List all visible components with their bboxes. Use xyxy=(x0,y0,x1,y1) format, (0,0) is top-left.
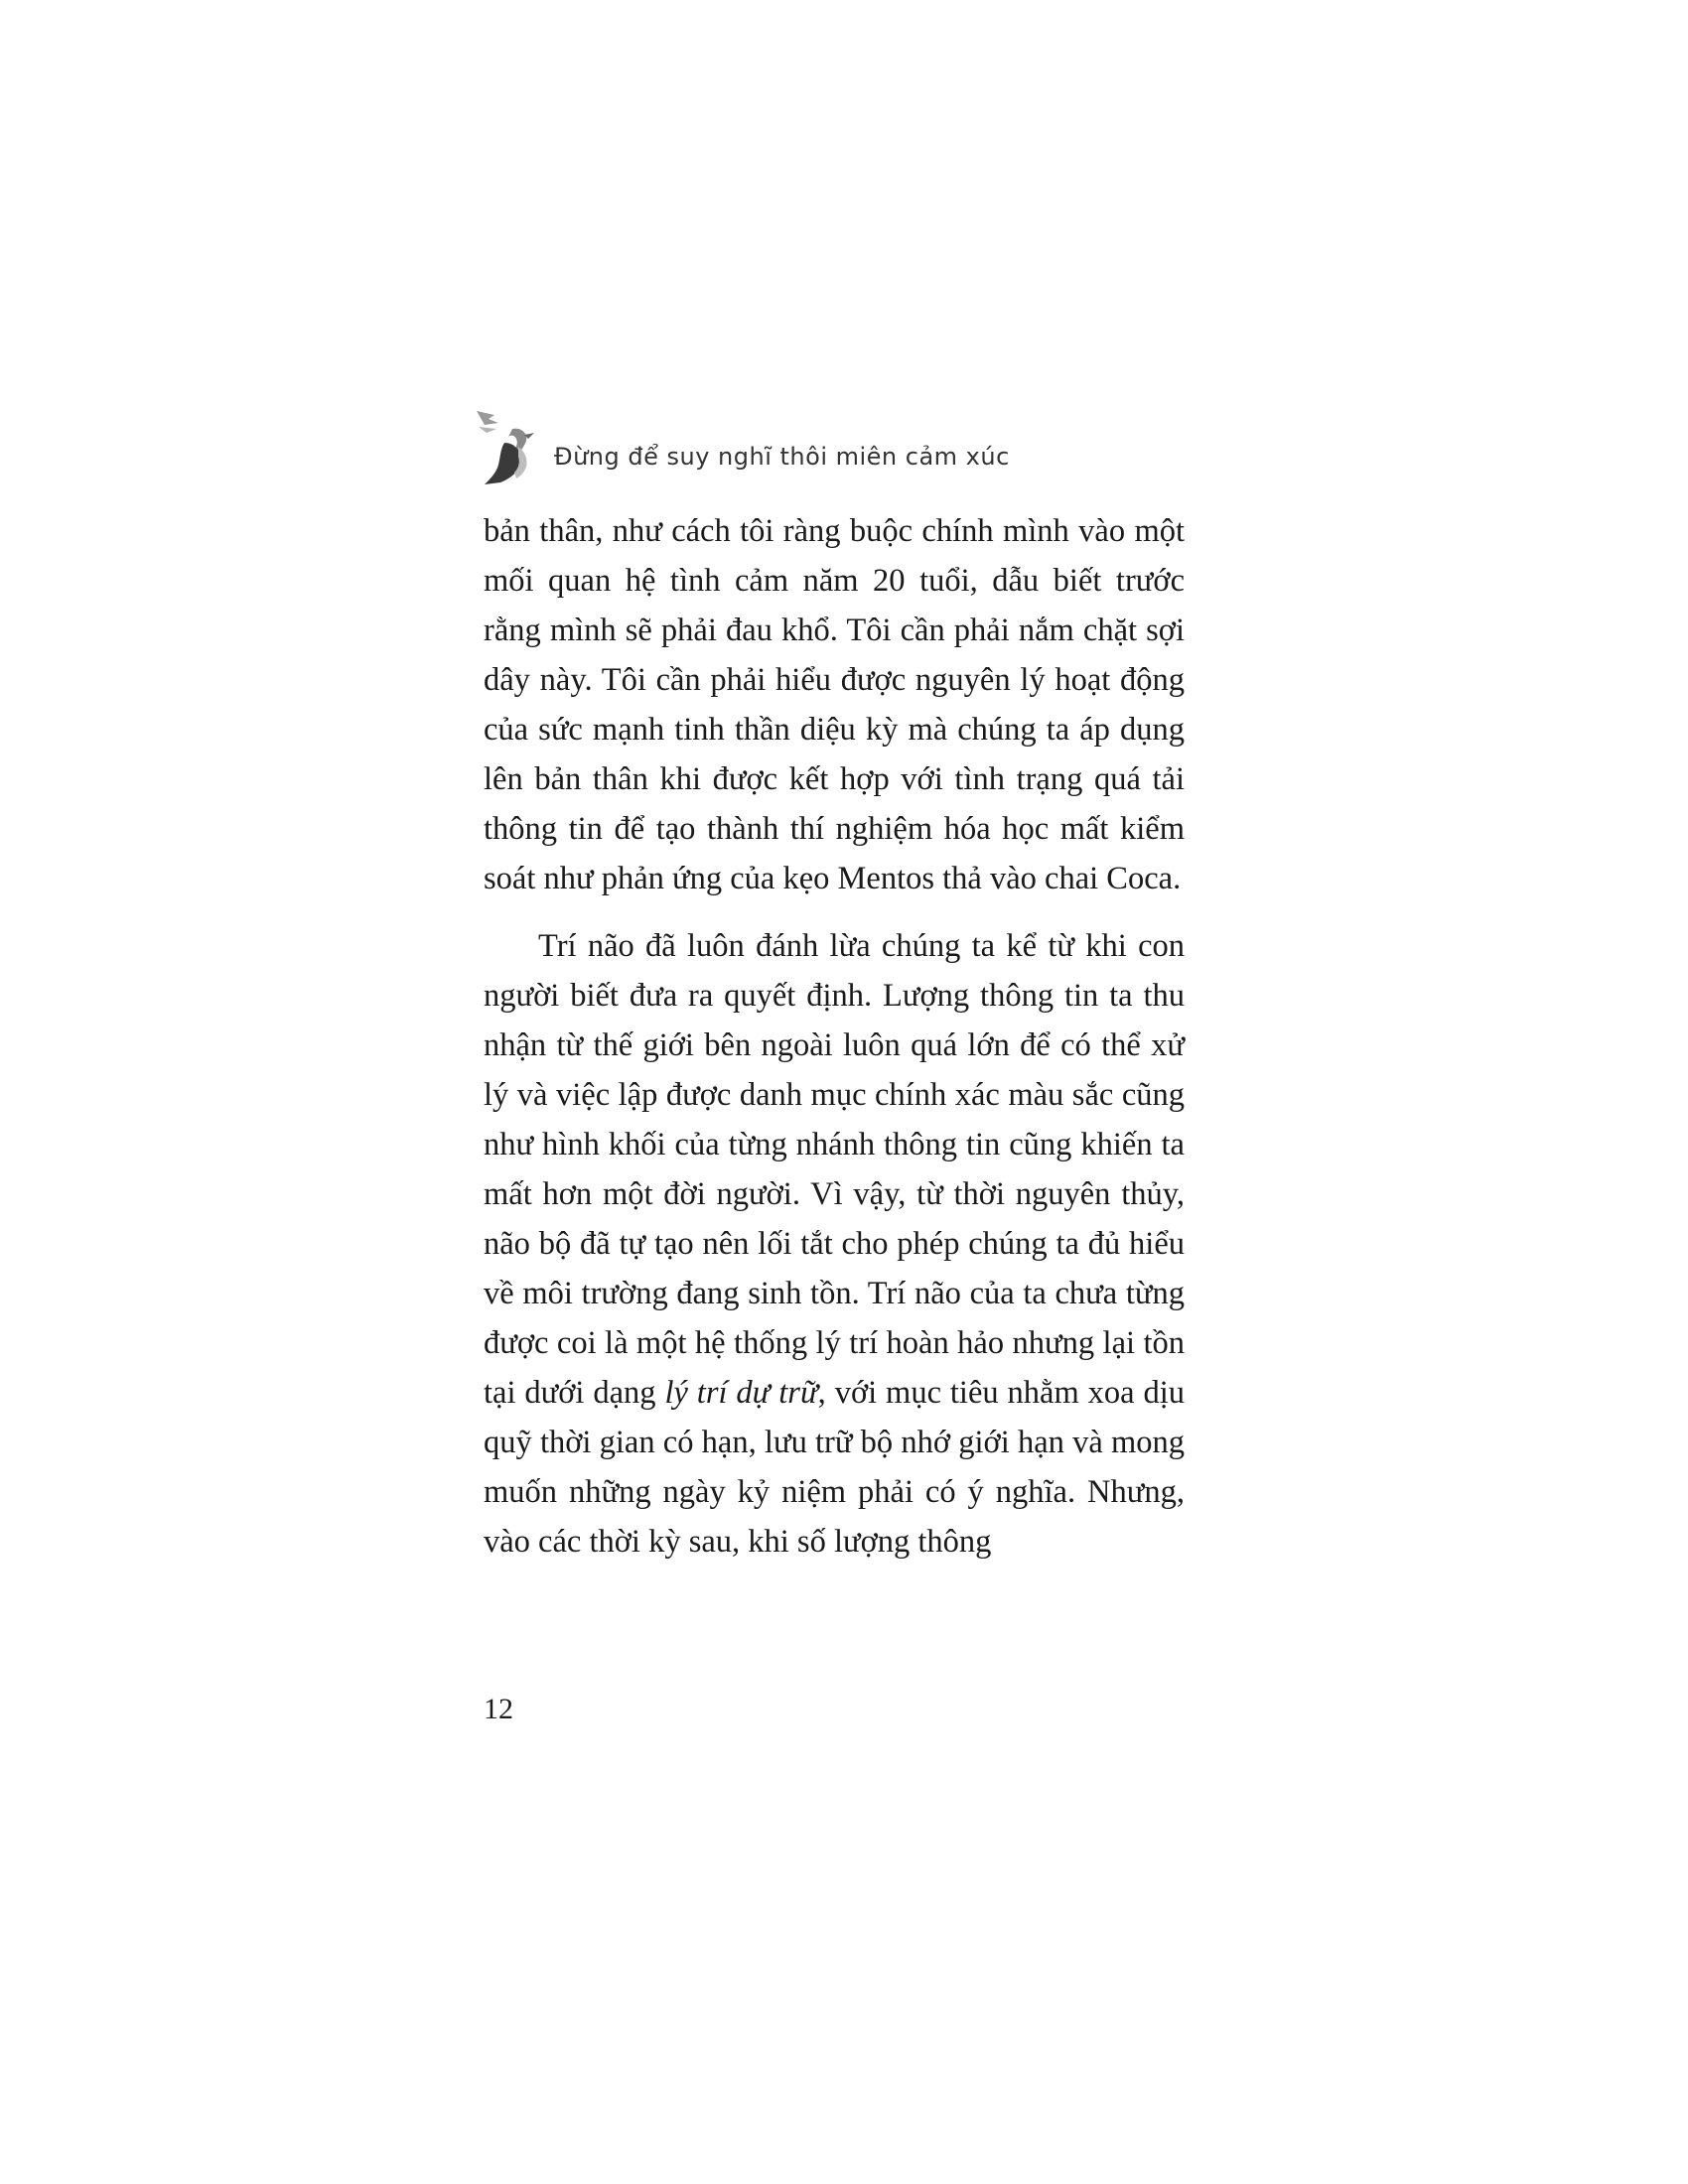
paragraph-2-text-after: , với mục tiêu nhằm xoa dịu quỹ thời gian có hạn, lưu trữ bộ nhớ giới hạn và mong muốn những ngày kỷ niệm phải có ý nghĩa. Nhưng, vào các thời kỳ sau, khi số lượng thông xyxy=(484,1375,1185,1560)
body-text xyxy=(484,506,1185,1567)
emphasized-term: lý trí dự trữ xyxy=(664,1375,818,1411)
page-number: 12 xyxy=(484,1693,513,1725)
running-header xyxy=(475,407,1229,486)
paragraph-2-text-before: Trí não đã luôn đánh lừa chúng ta kể từ khi con người biết đưa ra quyết định. Lượng thông tin ta thu nhận từ thế giới bên ngoài luôn quá lớn để có thể xử lý và việc lập được danh mục chính xác màu sắc cũng như hình khối của từng nhánh thông tin cũng khiến ta mất hơn một đời người. Vì vậy, từ thời nguyên thủy, não bộ đã tự tạo nên lối tắt cho phép chúng ta đủ hiểu về môi trường đang sinh tồn. Trí não của ta chưa từng được coi là một hệ thống lý trí hoàn hảo nhưng lại tồn tại dưới dạng xyxy=(484,928,1185,1411)
paragraph-2 xyxy=(484,921,1185,1567)
bird-figure-ornament-icon xyxy=(475,407,536,486)
running-title: Đừng để suy nghĩ thôi miên cảm xúc xyxy=(554,443,1010,471)
paragraph-1: bản thân, như cách tôi ràng buộc chính mình vào một mối quan hệ tình cảm năm 20 tuổi, dẫu biết trước rằng mình sẽ phải đau khổ. Tôi cần phải nắm chặt sợi dây này. Tôi cần phải hiểu được nguyên lý hoạt động của sức mạnh tinh thần diệu kỳ mà chúng ta áp dụng lên bản thân khi được kết hợp với tình trạng quá tải thông tin để tạo thành thí nghiệm hóa học mất kiểm soát như phản ứng của kẹo Mentos thả vào chai Coca. xyxy=(484,513,1185,896)
